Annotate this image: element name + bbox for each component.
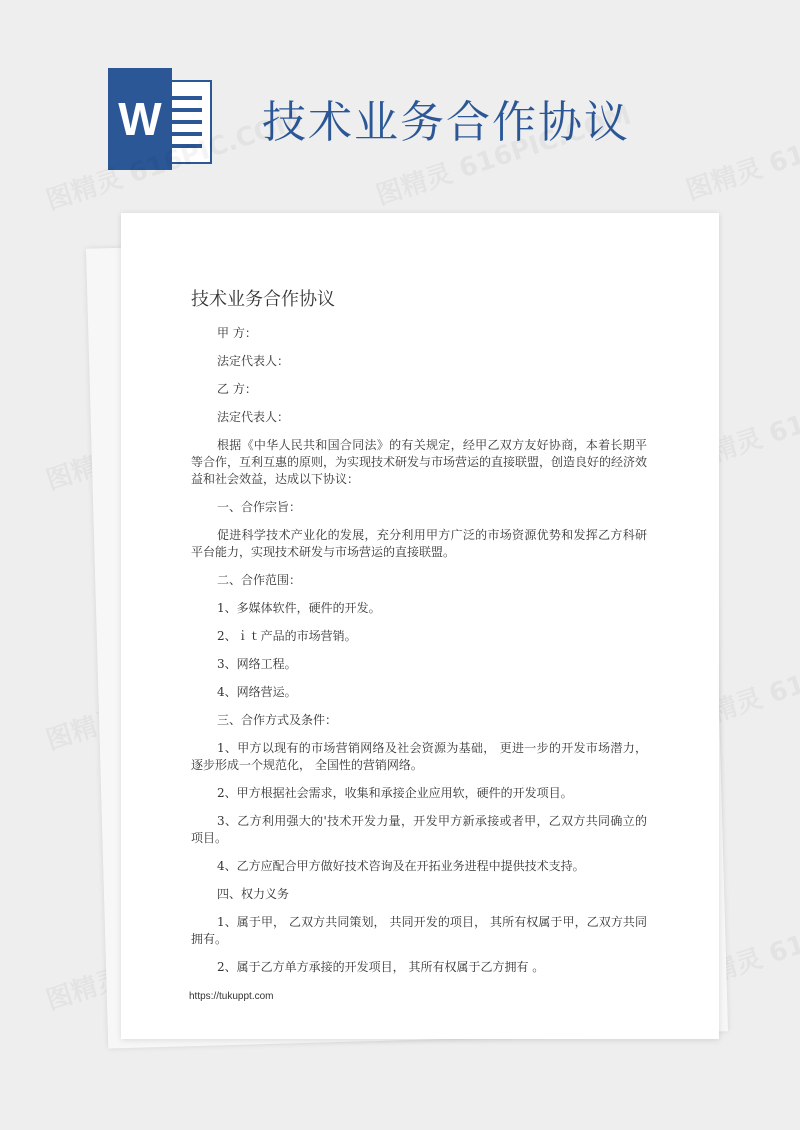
intro-paragraph: 根据《中华人民共和国合同法》的有关规定，经甲乙双方友好协商，本着长期平等合作，互利互惠的原则，为实现技术研发与市场营运的直接联盟，创造良好的经济效益和社会效益，达成以下协议： — [191, 438, 648, 486]
section-heading: 三、合作方式及条件： — [217, 713, 338, 727]
list-item: 2、属于乙方单方承接的开发项目， 其所有权属于乙方拥有 。 — [217, 960, 545, 974]
footer-url[interactable]: https://tukuppt.com — [189, 991, 274, 1002]
banner-title: 技术业务合作协议 — [262, 97, 630, 148]
word-document-icon — [108, 68, 212, 170]
party-b-representative: 法定代表人： — [217, 410, 290, 424]
list-item: 4、网络营运。 — [217, 685, 297, 699]
section-heading: 四、权力义务 — [217, 887, 290, 901]
list-item: 1、多媒体软件，硬件的开发。 — [217, 601, 381, 615]
document-title: 技术业务合作协议 — [191, 289, 335, 310]
party-a-representative: 法定代表人： — [217, 354, 290, 368]
list-item: 1、甲方以现有的市场营销网络及社会资源为基础， 更进一步的开发市场潜力， 逐步形成一个规范化， 全国性的营销网络。 — [191, 741, 647, 772]
section-heading: 一、合作宗旨： — [217, 500, 302, 514]
list-item: 3、网络工程。 — [217, 657, 297, 671]
list-item: 1、属于甲， 乙双方共同策划， 共同开发的项目， 其所有权属于甲，乙双方共同拥有。 — [191, 915, 647, 946]
party-b-line: 乙 方： — [217, 382, 257, 396]
document-body — [191, 325, 647, 987]
banner — [0, 0, 800, 200]
party-a-line: 甲 方： — [217, 326, 257, 340]
word-letter-tile: W — [108, 68, 172, 170]
list-item: 4、乙方应配合甲方做好技术咨询及在开拓业务进程中提供技术支持。 — [217, 859, 585, 873]
list-item: 3、乙方利用强大的'技术开发力量，开发甲方新承接或者甲，乙双方共同确立的项目。 — [191, 814, 647, 845]
list-item: 2、甲方根据社会需求，收集和承接企业应用软，硬件的开发项目。 — [217, 786, 573, 800]
document-page — [121, 213, 719, 1039]
paragraph: 促进科学技术产业化的发展，充分利用甲方广泛的市场资源优势和发挥乙方科研平台能力，实现技术研发与市场营运的直接联盟。 — [191, 528, 647, 559]
list-item: 2、ｉｔ产品的市场营销。 — [217, 629, 357, 643]
section-heading: 二、合作范围： — [217, 573, 302, 587]
